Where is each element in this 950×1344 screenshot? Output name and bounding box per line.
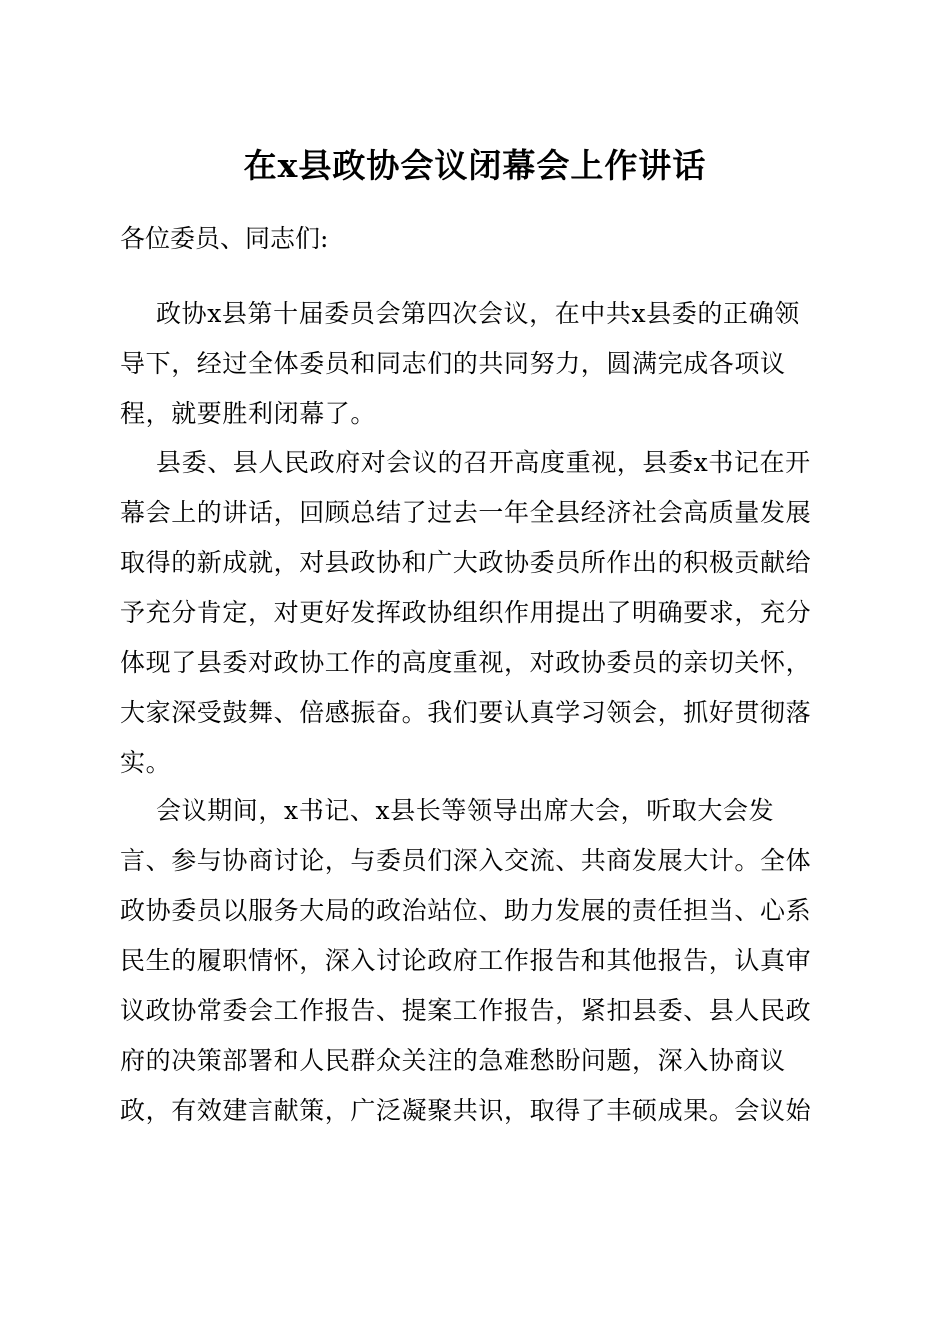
- paragraph-line: 议政协常委会工作报告、提案工作报告，紧扣县委、县人民政: [120, 996, 812, 1025]
- paragraph-line: 予充分肯定，对更好发挥政协组织作用提出了明确要求，充分: [120, 598, 812, 627]
- paragraph-line: 取得的新成就，对县政协和广大政协委员所作出的积极贡献给: [120, 548, 812, 577]
- paragraph-line: 政协x县第十届委员会第四次会议，在中共x县委的正确领: [156, 299, 800, 328]
- paragraph-line: 导下，经过全体委员和同志们的共同努力，圆满完成各项议: [120, 349, 786, 378]
- paragraph-line: 幕会上的讲话，回顾总结了过去一年全县经济社会高质量发展: [120, 498, 812, 527]
- paragraph-1: [120, 289, 820, 439]
- paragraph-3: [120, 786, 820, 1136]
- paragraph-line: 言、参与协商讨论，与委员们深入交流、共商发展大计。全体: [120, 846, 812, 875]
- paragraph-line: 民生的履职情怀，深入讨论政府工作报告和其他报告，认真审: [120, 946, 812, 975]
- paragraph-line: 大家深受鼓舞、倍感振奋。我们要认真学习领会，抓好贯彻落: [120, 698, 812, 727]
- document-title: 在x县政协会议闭幕会上作讲话: [243, 146, 707, 185]
- paragraph-line: 府的决策部署和人民群众关注的急难愁盼问题，深入协商议: [120, 1046, 786, 1075]
- paragraph-line: 程，就要胜利闭幕了。: [120, 399, 377, 428]
- paragraph-line: 政协委员以服务大局的政治站位、助力发展的责任担当、心系: [120, 896, 812, 925]
- salutation: 各位委员、同志们:: [120, 224, 329, 253]
- paragraph-line: 会议期间，x书记、x县长等领导出席大会，听取大会发: [156, 796, 775, 825]
- paragraph-2: [120, 438, 820, 788]
- paragraph-line: 实。: [120, 748, 172, 777]
- paragraph-line: 县委、县人民政府对会议的召开高度重视，县委x书记在开: [156, 448, 811, 477]
- paragraph-line: 体现了县委对政协工作的高度重视，对政协委员的亲切关怀，: [120, 648, 812, 677]
- paragraph-line: 政，有效建言献策，广泛凝聚共识，取得了丰硕成果。会议始: [120, 1096, 812, 1125]
